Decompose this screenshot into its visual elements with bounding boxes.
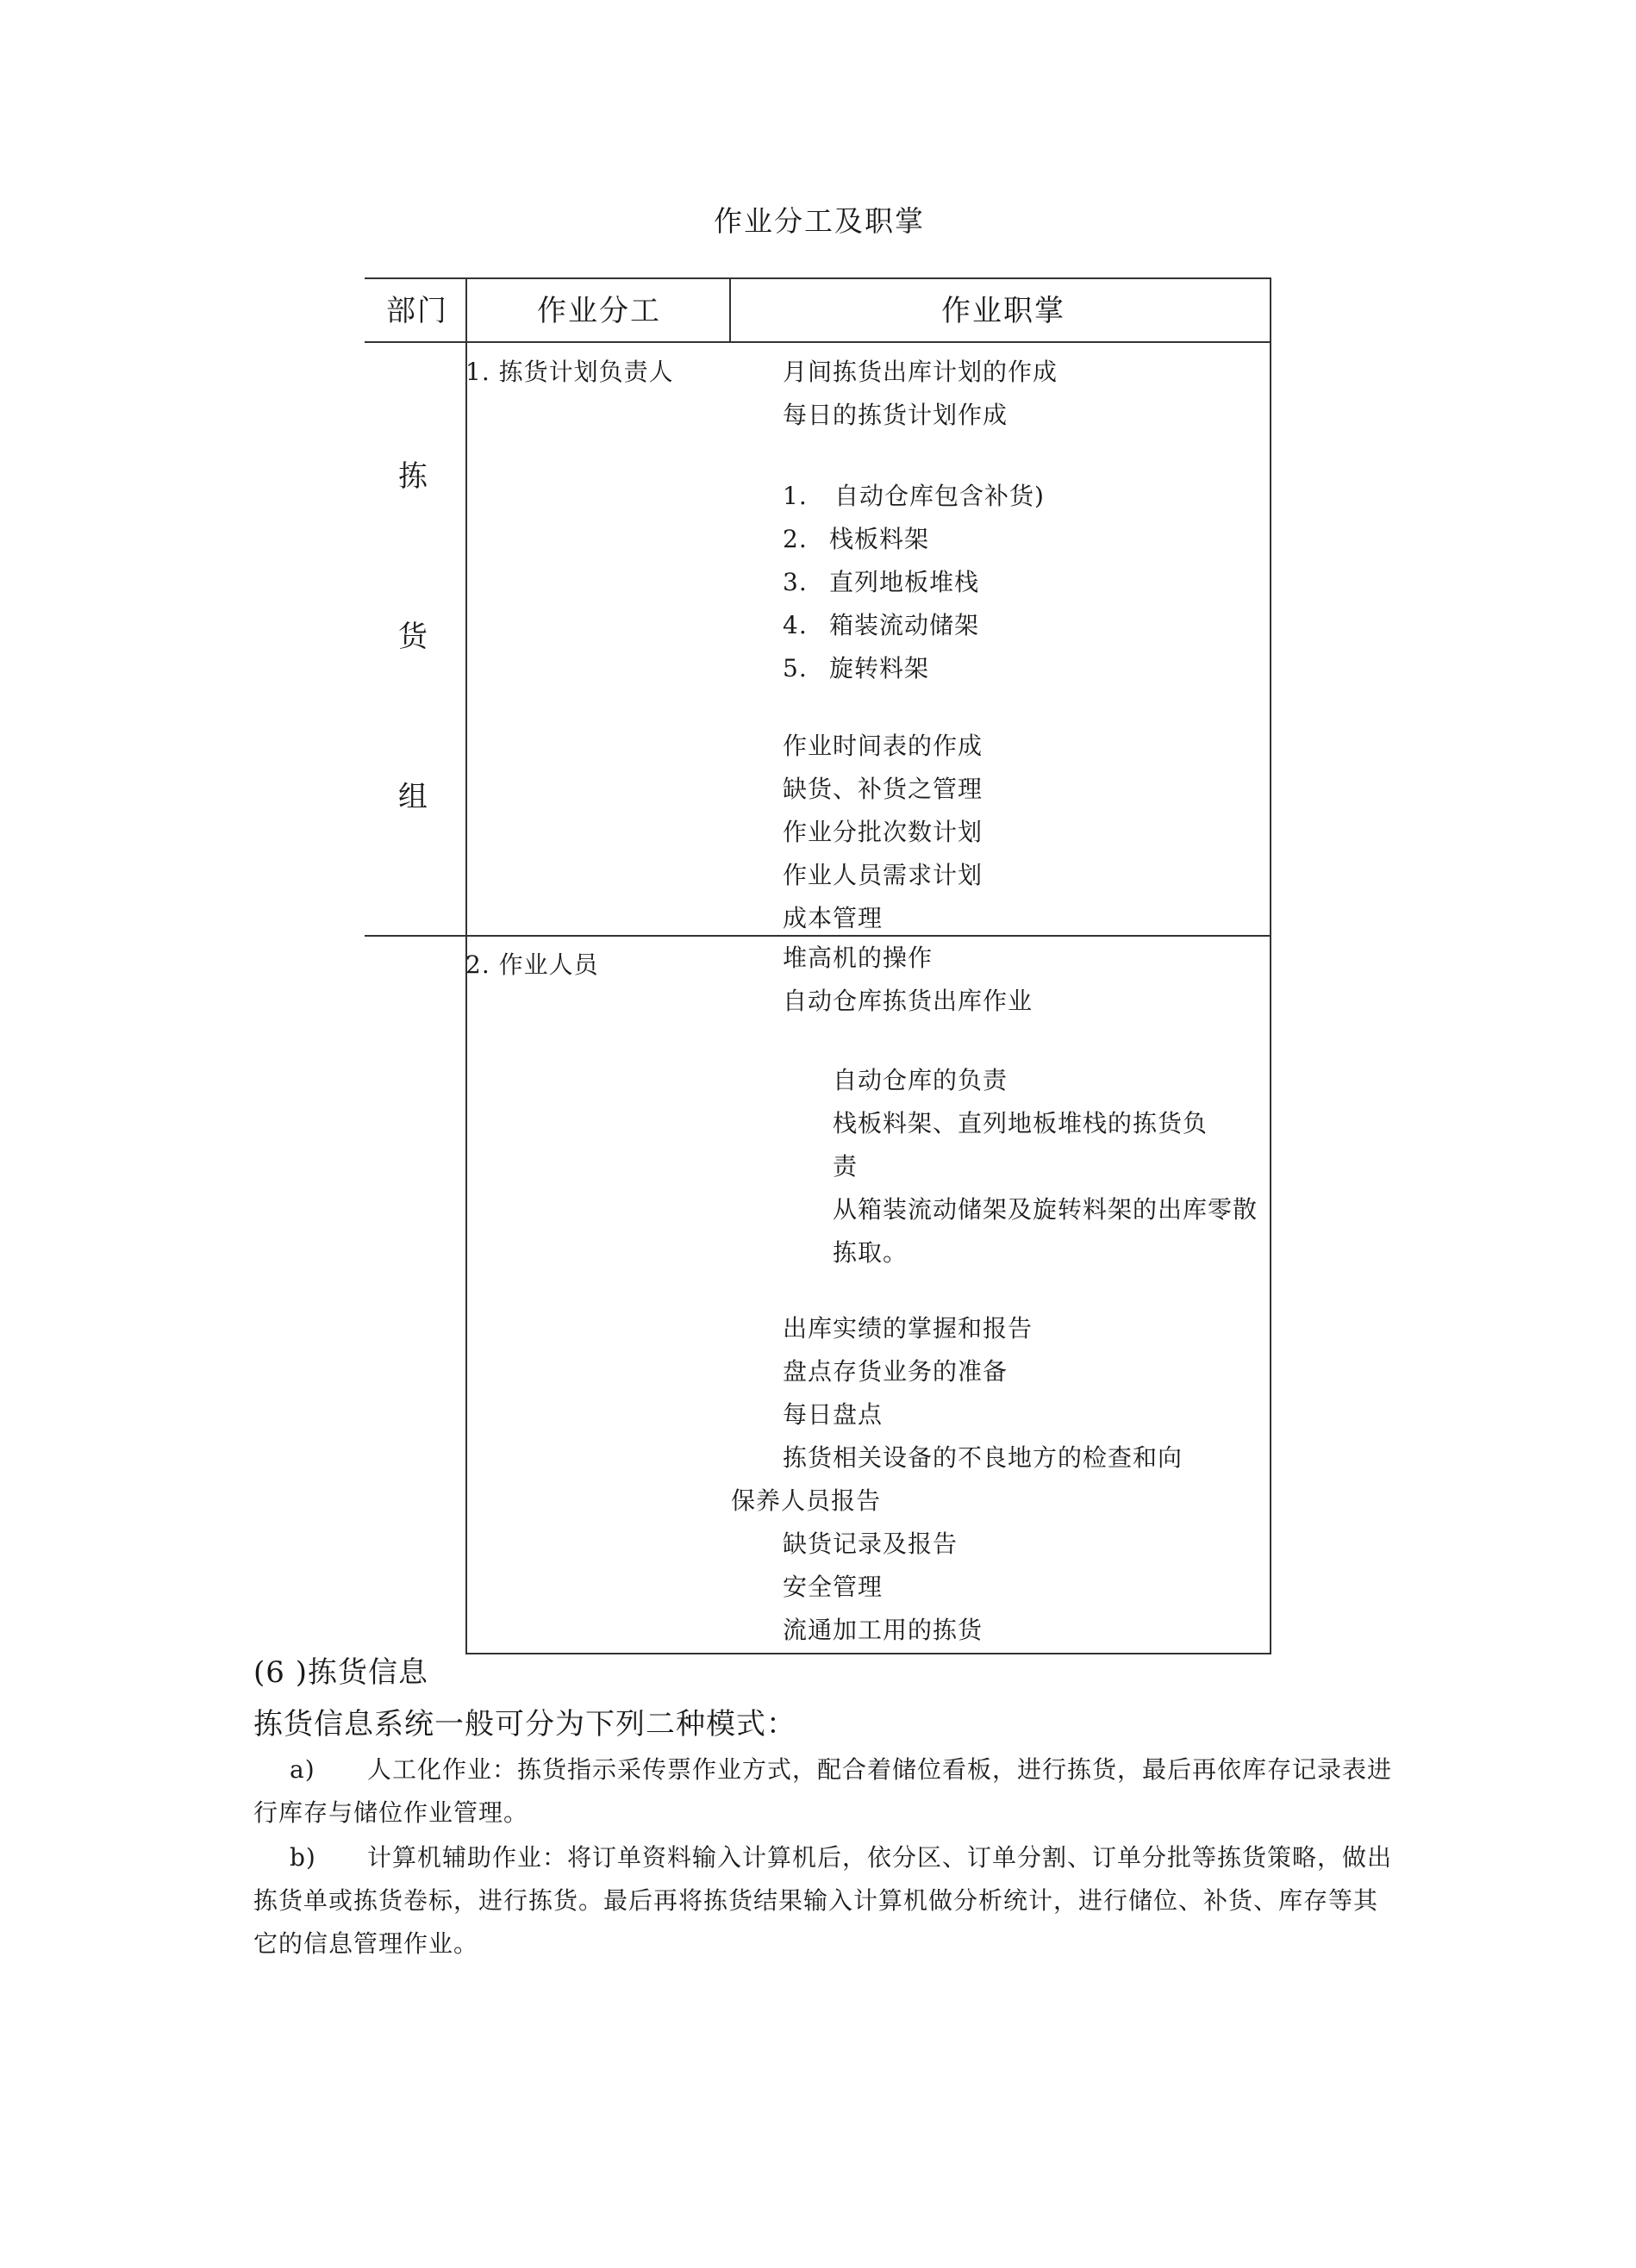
table-col-divider-2-header [729, 277, 731, 343]
duty-item: 作业人员需求计划 [783, 861, 983, 889]
item-b-label: b) [290, 1843, 316, 1872]
item-a-text-cont: 行库存与储位作业管理。 [253, 1798, 529, 1827]
duty-item: 每日盘点 [783, 1400, 884, 1429]
duty-item: 盘点存货业务的准备 [783, 1357, 1008, 1386]
header-duties: 作业职掌 [941, 294, 1065, 328]
dept-char-3: 组 [398, 780, 428, 814]
duty-item: 每日的拣货计划作成 [783, 401, 1008, 429]
header-division: 作业分工 [537, 294, 661, 328]
section-intro: 拣货信息系统一般可分为下列二种模式： [253, 1707, 796, 1742]
sub-item: 拣取。 [833, 1238, 909, 1267]
duty-item: 缺货、补货之管理 [783, 775, 983, 803]
sub-item: 责 [833, 1152, 859, 1181]
duty-item: 自动仓库拣货出库作业 [783, 987, 1033, 1015]
table-border-right [1270, 277, 1271, 1654]
duty-item: 安全管理 [783, 1573, 884, 1601]
dept-char-1: 拣 [398, 459, 428, 494]
table-border-top [365, 277, 1271, 279]
list-item: 直列地板堆栈 [829, 568, 980, 596]
section-heading: (6 )拣货信息 [253, 1655, 428, 1690]
list-item: 栈板料架 [829, 525, 930, 553]
item-a-text: 人工化作业：拣货指示采传票作业方式，配合着储位看板，进行拣货，最后再依库存记录表进 [367, 1755, 1393, 1784]
sub-item: 从箱装流动储架及旋转料架的出库零散 [833, 1195, 1258, 1224]
role-operator: 2. 作业人员 [465, 950, 599, 979]
item-b-text: 计算机辅助作业：将订单资料输入计算机后，依分区、订单分割、订单分批等拣货策略，做出 [367, 1843, 1393, 1872]
duty-item: 流通加工用的拣货 [783, 1616, 983, 1644]
table-row-divider [365, 935, 1271, 937]
sub-item: 栈板料架、直列地板堆栈的拣货负 [833, 1109, 1208, 1137]
table-border-bottom [465, 1653, 1271, 1654]
list-item: 旋转料架 [829, 654, 930, 682]
duty-item: 成本管理 [783, 904, 884, 932]
sub-item: 自动仓库的负责 [833, 1066, 1008, 1094]
list-num: 5. [783, 654, 808, 682]
role-planner: 1. 拣货计划负责人 [465, 358, 674, 386]
item-b-text-cont: 拣货单或拣货卷标，进行拣货。最后再将拣货结果输入计算机做分析统计，进行储位、补货、库存等其 [253, 1886, 1379, 1915]
dept-char-2: 货 [398, 620, 428, 654]
duty-item: 缺货记录及报告 [783, 1530, 958, 1558]
list-num: 3. [783, 568, 808, 596]
item-b-text-cont: 它的信息管理作业。 [253, 1929, 479, 1958]
duty-item-wrap: 保养人员报告 [731, 1486, 882, 1515]
list-item: 自动仓库包含补货) [834, 482, 1045, 510]
header-dept: 部门 [386, 294, 448, 328]
duty-item: 作业分批次数计划 [783, 818, 983, 846]
table-header-divider [365, 341, 1271, 343]
page-title: 作业分工及职掌 [714, 204, 925, 238]
duty-item: 拣货相关设备的不良地方的检查和向 [783, 1443, 1183, 1472]
duty-item: 出库实绩的掌握和报告 [783, 1314, 1033, 1343]
list-num: 2. [783, 525, 808, 553]
duty-item: 堆高机的操作 [783, 944, 934, 972]
item-a-label: a) [290, 1755, 315, 1784]
list-num: 1. [783, 482, 808, 510]
list-num: 4. [783, 611, 808, 639]
duty-item: 月间拣货出库计划的作成 [783, 358, 1058, 386]
duty-item: 作业时间表的作成 [783, 732, 983, 760]
list-item: 箱装流动储架 [829, 611, 980, 639]
